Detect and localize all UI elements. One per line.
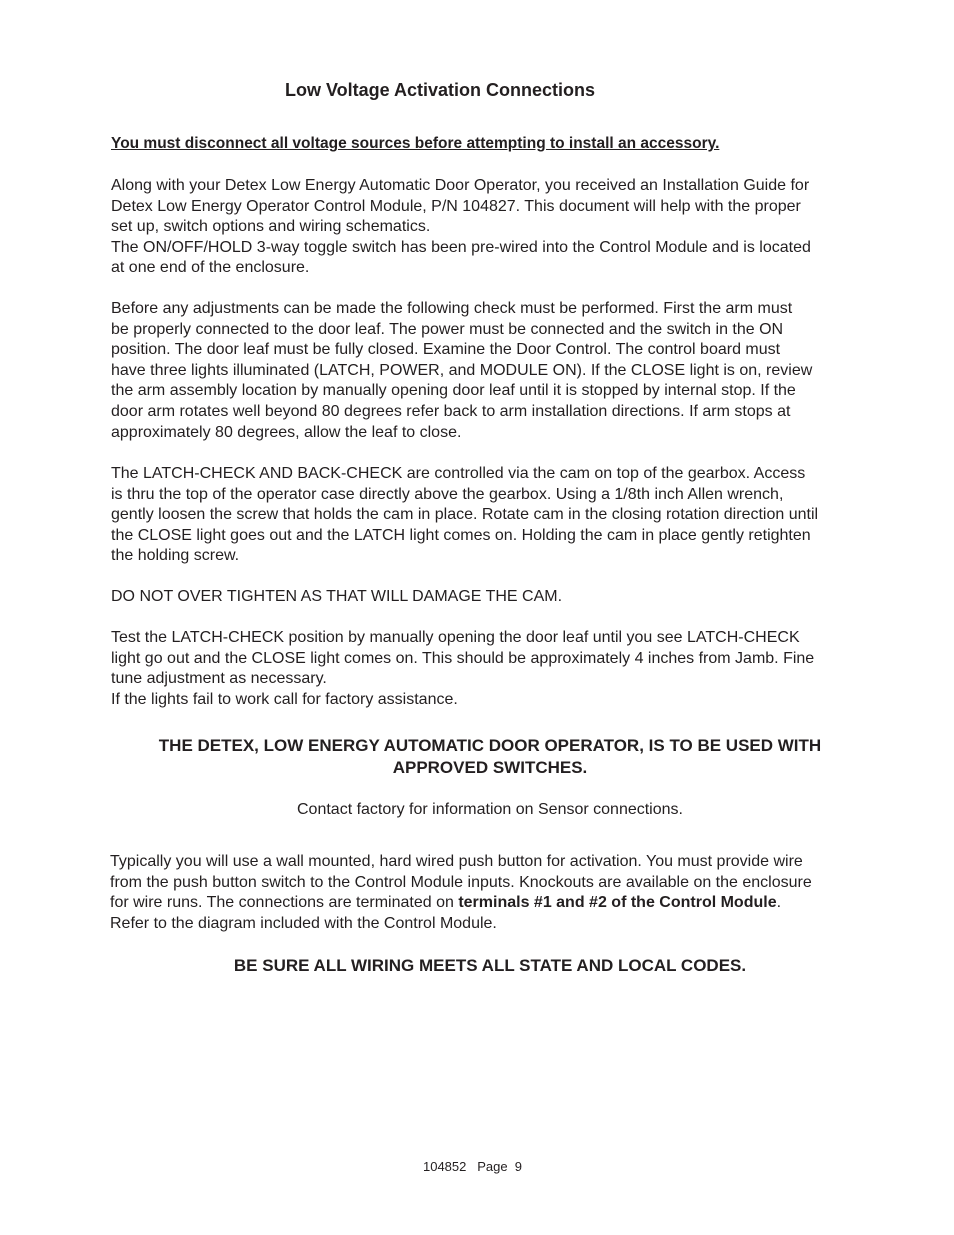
warning-text: You must disconnect all voltage sources before attempting to install an accessory. <box>111 135 720 152</box>
text-line: be properly connected to the door leaf. The power must be connected and the switch in the ON <box>111 320 784 338</box>
text-line: the holding screw. <box>111 547 240 565</box>
text-line: at one end of the enclosure. <box>111 259 310 277</box>
text-line: have three lights illuminated (LATCH, POWER, and MODULE ON). If the CLOSE light is on, review <box>111 361 813 379</box>
page-title: Low Voltage Activation Connections <box>285 80 596 100</box>
text-line: APPROVED SWITCHES. <box>392 758 588 777</box>
wiring-codes-notice: BE SURE ALL WIRING MEETS ALL STATE AND LOCAL CODES. <box>233 956 747 975</box>
text-line: The LATCH-CHECK AND BACK-CHECK are controlled via the cam on top of the gearbox. Access <box>111 465 806 482</box>
paragraph-installation-guide <box>111 176 873 279</box>
text-line: Along with your Detex Low Energy Automatic Door Operator, you received an Installation Guide for <box>111 177 810 194</box>
text-line: Test the LATCH-CHECK position by manually opening the door leaf until you see LATCH-CHECK <box>111 629 800 646</box>
text-line: light go out and the CLOSE light comes on. This should be approximately 4 inches from Jamb. Fine <box>111 649 815 667</box>
text-line: Detex Low Energy Operator Control Module, P/N 104827. This document will help with the proper <box>111 197 801 215</box>
text-line: the CLOSE light goes out and the LATCH light comes on. Holding the cam in place gently retighten <box>111 526 811 544</box>
text-line: tune adjustment as necessary. <box>111 670 327 688</box>
text-line: is thru the top of the operator case directly above the gearbox. Using a 1/8th inch Allen wrench, <box>111 485 784 503</box>
text-segment: . <box>776 894 782 912</box>
text-line <box>110 893 872 914</box>
paragraph-adjustment-check <box>111 299 873 443</box>
text-line: Refer to the diagram included with the Control Module. <box>110 914 497 932</box>
page-footer: 104852 Page 9 <box>422 1159 523 1174</box>
text-line: from the push button switch to the Control Module inputs. Knockouts are available on the enclosure <box>110 873 812 891</box>
text-line: The ON/OFF/HOLD 3-way toggle switch has been pre-wired into the Control Module and is located <box>111 238 811 256</box>
contact-factory-text: Contact factory for information on Sensor connections. <box>297 801 683 818</box>
text-line: If the lights fail to work call for factory assistance. <box>111 690 458 708</box>
text-line: the arm assembly location by manually opening door leaf until it is stopped by internal stop. If the <box>111 382 796 400</box>
text-line: THE DETEX, LOW ENERGY AUTOMATIC DOOR OPERATOR, IS TO BE USED WITH <box>158 736 822 755</box>
text-line: door arm rotates well beyond 80 degrees refer back to arm installation directions. If arm stops at <box>111 402 791 420</box>
paragraph-latch-test <box>111 628 873 710</box>
approved-switches-notice <box>111 735 869 779</box>
text-line: approximately 80 degrees, allow the leaf to close. <box>111 423 462 441</box>
text-line: Before any adjustments can be made the following check must be performed. First the arm must <box>111 300 793 317</box>
caution-text: DO NOT OVER TIGHTEN AS THAT WILL DAMAGE THE CAM. <box>111 588 563 605</box>
paragraph-latch-check-cam <box>111 464 873 567</box>
text-line: position. The door leaf must be fully closed. Examine the Door Control. The control board must <box>111 341 781 359</box>
text-line: set up, switch options and wiring schematics. <box>111 218 431 236</box>
text-line: Typically you will use a wall mounted, hard wired push button for activation. You must provide wire <box>110 853 803 870</box>
paragraph-push-button <box>110 852 872 934</box>
text-line: gently loosen the screw that holds the cam in place. Rotate cam in the closing rotation direction until <box>111 506 819 524</box>
terminals-emphasis: terminals #1 and #2 of the Control Module <box>458 894 777 912</box>
text-segment: for wire runs. The connections are terminated on <box>110 894 459 912</box>
